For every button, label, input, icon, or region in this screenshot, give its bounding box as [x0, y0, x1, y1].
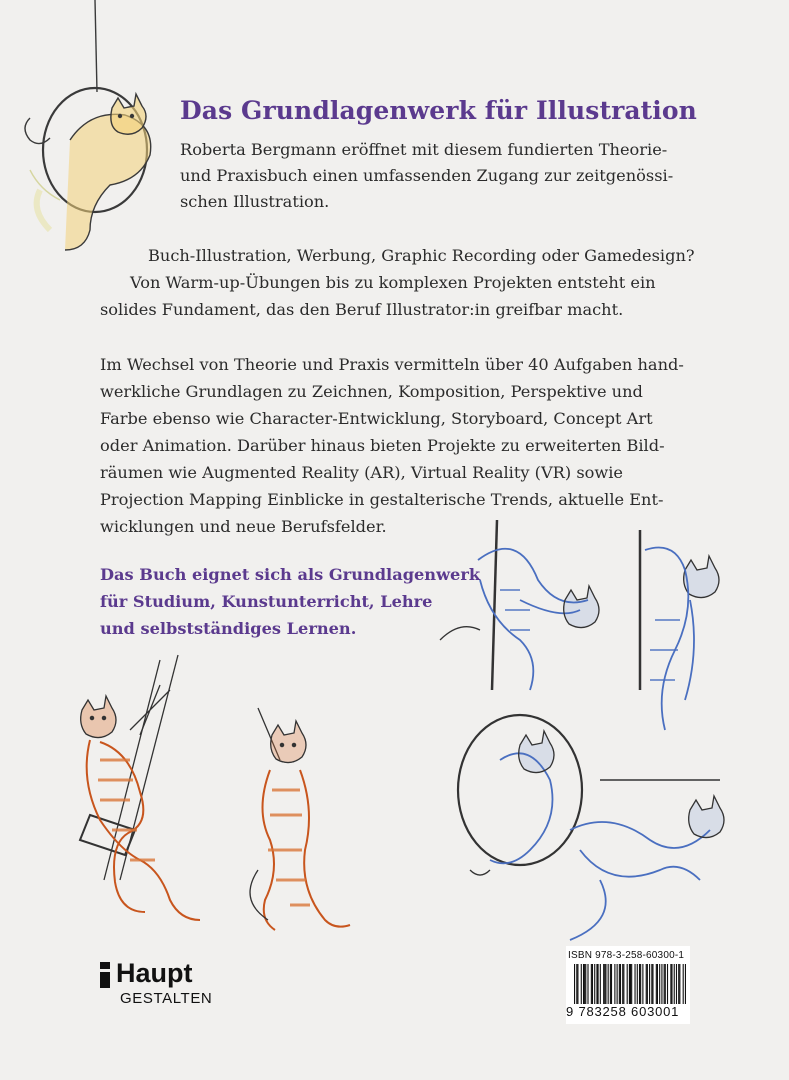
intro-line: Roberta Bergmann eröffnet mit diesem fundierten Theorie- — [180, 140, 668, 159]
content-line: oder Animation. Darüber hinaus bieten Projekte zu erweiterten Bild- — [100, 436, 665, 455]
cat-on-pole-right-illustration — [600, 530, 720, 780]
publisher-imprint: GESTALTEN — [120, 990, 213, 1007]
cat-in-ring-top-illustration — [25, 0, 151, 250]
cat-lying-illustration — [570, 796, 724, 940]
isbn-text: ISBN 978-3-258-60300-1 — [568, 950, 685, 961]
genres-line: Von Warm-up-Übungen bis zu komplexen Projekten entsteht ein — [130, 273, 656, 292]
content-line: wicklungen und neue Berufsfelder. — [100, 517, 387, 536]
intro-line: und Praxisbuch einen umfassenden Zugang zur zeitgenössi- — [180, 166, 674, 185]
content-line: Projection Mapping Einblicke in gestalterische Trends, aktuelle Ent- — [100, 490, 664, 509]
cat-on-swing-illustration — [80, 655, 200, 920]
ean-number: 9 783258 603001 — [566, 1004, 680, 1019]
intro-line: schen Illustration. — [180, 192, 330, 211]
highlight-line: für Studium, Kunstunterricht, Lehre — [100, 592, 433, 611]
cat-on-pole-blue-illustration — [440, 520, 599, 690]
publisher-name: Haupt — [116, 958, 193, 988]
highlight-line: Das Buch eignet sich als Grundlagenwerk — [100, 565, 481, 584]
cat-in-ring-bottom-illustration — [458, 715, 582, 875]
highlight-line: und selbstständiges Lernen. — [100, 619, 357, 638]
headline-title: Das Grundlagenwerk für Illustration — [180, 96, 697, 125]
content-line: Farbe ebenso wie Character-Entwicklung, Storyboard, Concept Art — [100, 409, 653, 428]
haupt-logo-mark-icon — [100, 962, 110, 988]
cat-standing-rope-illustration — [250, 708, 350, 930]
content-line: räumen wie Augmented Reality (AR), Virtual Reality (VR) sowie — [100, 463, 623, 482]
genres-line: Buch-Illustration, Werbung, Graphic Recording oder Gamedesign? — [148, 246, 695, 265]
content-line: werkliche Grundlagen zu Zeichnen, Komposition, Perspektive und — [100, 382, 643, 401]
genres-line: solides Fundament, das den Beruf Illustrator:in greifbar macht. — [100, 300, 624, 319]
content-line: Im Wechsel von Theorie und Praxis vermitteln über 40 Aufgaben hand- — [100, 355, 684, 374]
barcode-icon — [574, 964, 686, 1004]
